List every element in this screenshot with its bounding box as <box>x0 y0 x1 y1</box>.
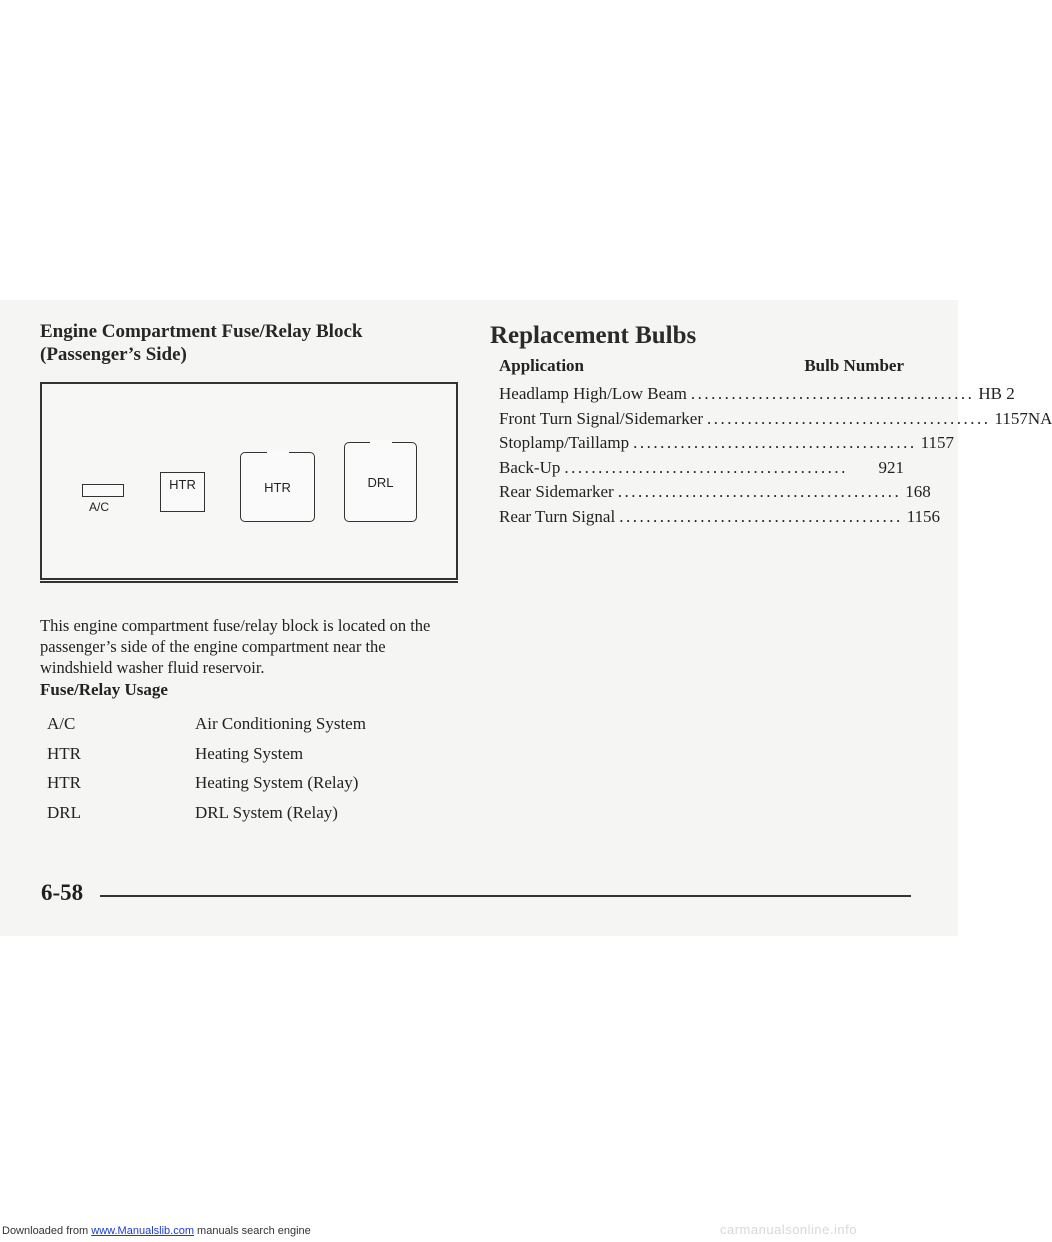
bulb-application: Front Turn Signal/Sidemarker <box>499 408 704 428</box>
bulb-row <box>499 458 904 483</box>
bulb-row <box>499 384 1015 409</box>
leader-dots: .......................................... <box>690 384 975 403</box>
bulb-number: 1157 <box>920 433 954 452</box>
bulb-number: 921 <box>878 457 904 477</box>
usage-row <box>47 803 467 833</box>
ac-fuse-label: A/C <box>89 500 110 514</box>
htr-fuse <box>160 472 205 512</box>
usage-desc: DRL System (Relay) <box>195 802 338 822</box>
section-title-line1: Engine Compartment Fuse/Relay Block <box>40 321 363 342</box>
usage-desc: Air Conditioning System <box>195 714 366 733</box>
usage-code: HTR <box>47 743 81 763</box>
leader-dots: .......................................... <box>619 506 903 526</box>
bulb-application: Stoplamp/Taillamp <box>499 433 630 452</box>
drl-relay <box>344 442 417 522</box>
diagram-bottom-rule <box>40 581 458 583</box>
section-title-line2: (Passenger’s Side) <box>40 344 187 365</box>
htr-fuse-label: HTR <box>169 477 196 492</box>
htr-relay <box>240 452 315 522</box>
usage-code: A/C <box>47 714 76 733</box>
section-title <box>40 320 460 366</box>
bulb-number: HB 2 <box>978 384 1015 403</box>
usage-code: DRL <box>47 802 81 822</box>
page-number: 6-58 <box>41 880 84 905</box>
usage-desc: Heating System <box>195 743 304 763</box>
download-suffix: manuals search engine <box>197 1225 311 1237</box>
leader-dots: .......................................... <box>707 408 991 428</box>
usage-desc: Heating System (Relay) <box>195 773 359 792</box>
leader-dots: .......................................... <box>633 433 917 452</box>
download-bar <box>2 1225 311 1237</box>
bulb-row <box>499 482 931 507</box>
bulb-number: 168 <box>905 482 931 501</box>
usage-row <box>47 744 467 774</box>
download-prefix: Downloaded from <box>2 1225 89 1237</box>
application-header: Application <box>499 356 585 375</box>
bulb-number: 1157NA <box>994 408 1052 428</box>
bulb-table <box>499 384 1052 531</box>
bulb-application: Rear Sidemarker <box>499 482 614 501</box>
htr-relay-label: HTR <box>264 479 291 495</box>
leader-dots: .......................................... <box>564 457 848 477</box>
replacement-bulbs-title: Replacement Bulbs <box>490 322 697 349</box>
bulb-row <box>499 408 1052 434</box>
bulb-application: Headlamp High/Low Beam <box>499 384 687 403</box>
fuse-block-diagram <box>40 382 458 580</box>
bulb-row <box>499 433 954 458</box>
usage-code: HTR <box>47 773 81 792</box>
bulb-number: 1156 <box>906 506 941 526</box>
htr-relay-notch <box>267 450 289 453</box>
bulb-number-header: Bulb Number <box>804 356 904 375</box>
manualslib-link[interactable]: www.Manualslib.com <box>91 1225 194 1237</box>
usage-row <box>47 773 467 803</box>
usage-row <box>47 714 467 744</box>
usage-list <box>47 714 467 832</box>
bulb-application: Back-Up <box>499 457 561 477</box>
bulb-application: Rear Turn Signal <box>499 506 616 526</box>
location-paragraph: This engine compartment fuse/relay block is located on the passenger’s side of the engine compartment near the windshield washer fluid reservoir. <box>40 616 431 677</box>
leader-dots: .......................................... <box>617 482 902 501</box>
usage-title: Fuse/Relay Usage <box>40 680 168 699</box>
bulb-row <box>499 506 941 532</box>
ac-fuse <box>82 484 124 497</box>
drl-relay-notch <box>370 440 392 443</box>
drl-relay-label: DRL <box>367 474 394 490</box>
watermark: carmanualsonline.info <box>720 1222 857 1237</box>
footer-rule <box>100 895 911 897</box>
